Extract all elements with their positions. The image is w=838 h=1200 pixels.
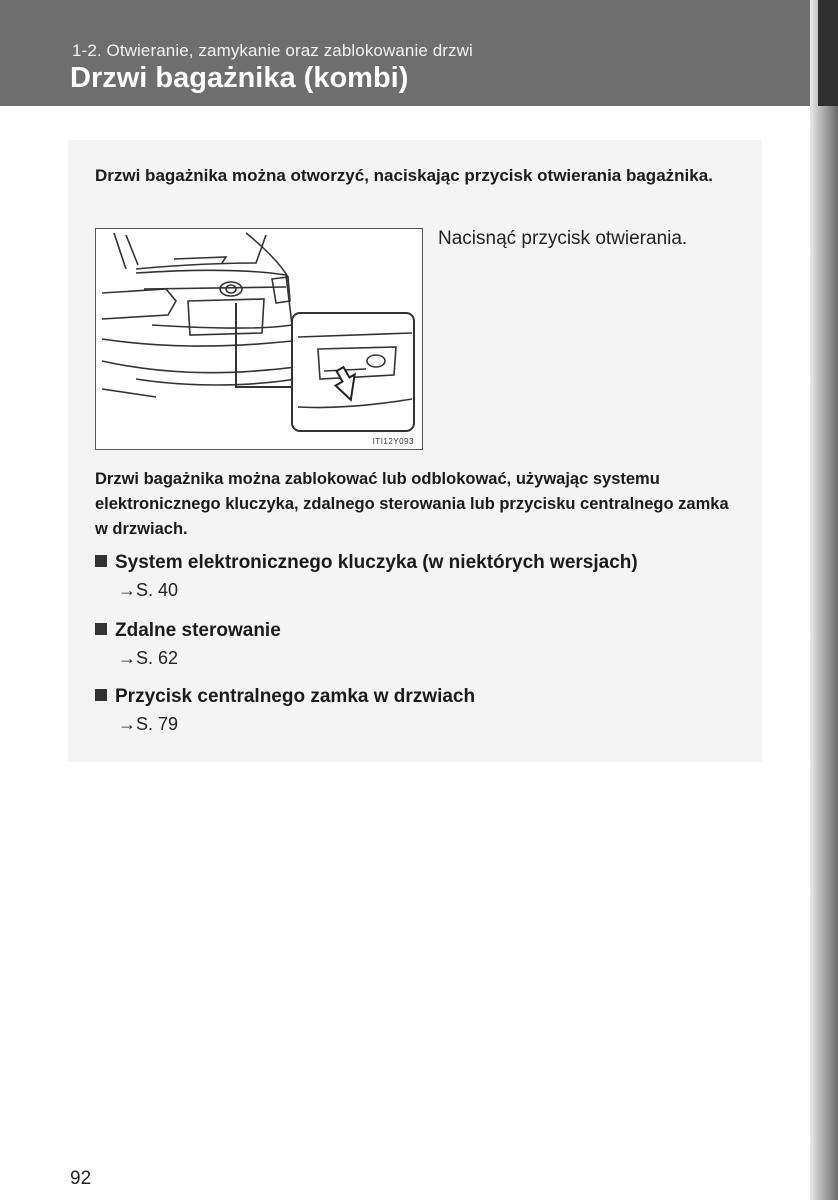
tailgate-illustration [95,228,423,450]
figure-code: ITI12Y093 [372,437,414,446]
page-reference-link[interactable]: →S. 62 [118,648,179,668]
chapter-tab [818,0,838,106]
square-bullet-icon [95,555,107,567]
list-item [95,620,755,669]
item-title: Zdalne sterowanie [115,620,281,641]
page-title: Drzwi bagażnika (kombi) [70,62,409,94]
item-title: System elektronicznego kluczyka (w niektórych wersjach) [115,552,638,573]
list-item [95,686,755,735]
header-bar [0,0,838,106]
page-edge [810,0,838,1200]
page-number: 92 [70,1168,92,1189]
figure-caption: Nacisnąć przycisk otwierania. [438,228,688,249]
intro-text: Drzwi bagażnika można otworzyć, naciskając przycisk otwierania bagażnika. [95,166,713,185]
square-bullet-icon [95,623,107,635]
page-reference-link[interactable]: →S. 40 [118,580,179,600]
list-item [95,552,755,601]
page-reference-link[interactable]: →S. 79 [118,714,179,734]
lock-paragraph: Drzwi bagażnika można zablokować lub odblokować, używając systemu elektronicznego kluczyka, zdalnego sterowania lub przycisku centralnego zamka w drzwiach. [95,470,729,538]
item-title: Przycisk centralnego zamka w drzwiach [115,686,476,707]
square-bullet-icon [95,689,107,701]
section-label: 1-2. Otwieranie, zamykanie oraz zablokowanie drzwi [72,41,473,60]
tailgate-drawing [96,229,422,449]
